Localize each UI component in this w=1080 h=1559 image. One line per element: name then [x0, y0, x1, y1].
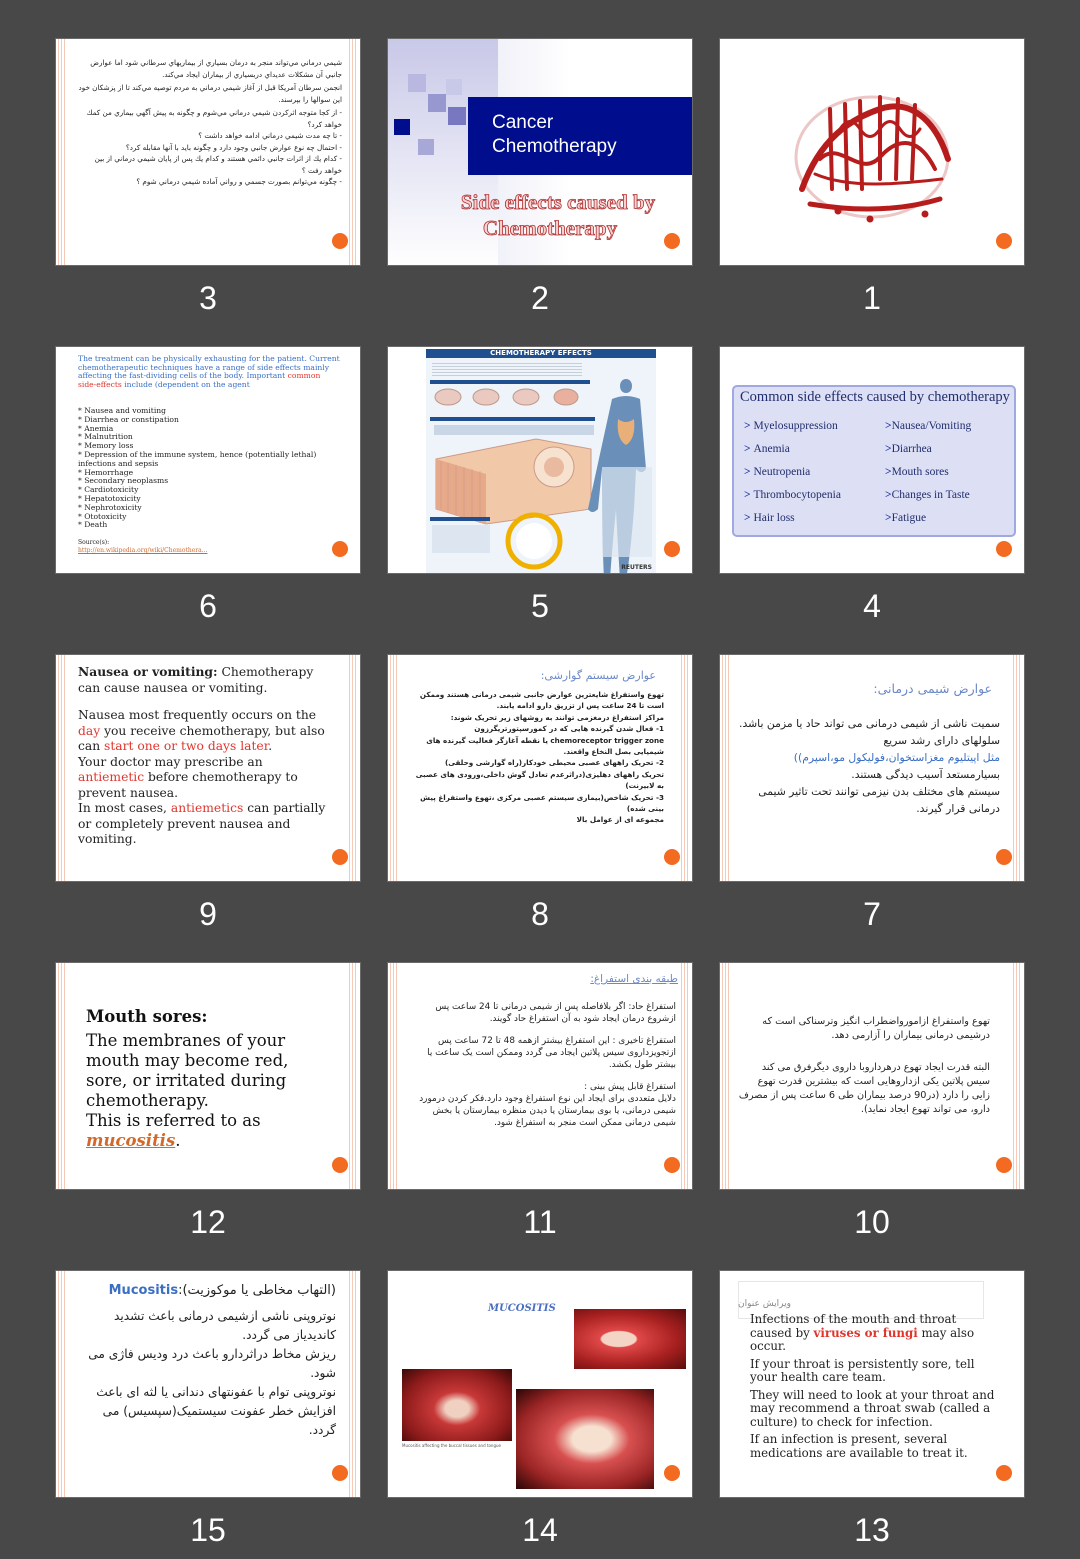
- decor-stripe: [349, 655, 358, 881]
- paragraph: Your doctor may prescribe an antiemetic before chemotherapy to prevent nausea.: [78, 754, 298, 800]
- list-item: * Hemorrhage: [78, 467, 134, 477]
- slide-13-body: [750, 1313, 1000, 1460]
- text-line: تحریک راههای دهلیزی(دراثرعدم تعادل گوش داخلی،ورودی های عصبی به لابیرنت): [415, 769, 664, 791]
- slide-title: Mouth sores:: [86, 1007, 208, 1026]
- slide-marker-dot: [332, 849, 348, 865]
- intro-highlight: common side-effects: [78, 371, 321, 389]
- list-item: * Death: [78, 520, 108, 530]
- slide-marker-dot: [664, 1465, 680, 1481]
- decor-stripe: [349, 39, 358, 265]
- slide-9-body: [78, 664, 332, 848]
- slide-title: MUCOSITIS: [488, 1303, 556, 1314]
- slide-number: 6: [199, 588, 217, 624]
- decor-stripe: [58, 963, 67, 1189]
- list-item: >Mouth sores: [885, 466, 949, 478]
- slide-11-body: [418, 1001, 676, 1129]
- slide-thumb-4[interactable]: [719, 346, 1025, 624]
- decor-square: [408, 74, 426, 92]
- source-link[interactable]: http://en.wikipedia.org/wiki/Chemothera...: [78, 547, 208, 554]
- text-line: سمیت ناشی از شیمی درمانی می تواند حاد یا مزمن باشد.: [739, 717, 1000, 730]
- text-line: 1- فعال شدن گیرنده هایی که در کمورسپتورتریگرزون: [474, 724, 664, 734]
- slide-7-body: [738, 715, 1000, 817]
- side-effect-list: [78, 407, 346, 530]
- decor-stripe: [58, 1271, 67, 1497]
- paragraph: They will need to look at your throat and may recommend a throat swab (called a culture) to check for infection.: [750, 1387, 995, 1429]
- text-line: chemoreceptor trigger zone یا نقطه آغازگر فعالیت گیرنده های شیمیایی بصل النخاع واقعند.: [426, 735, 664, 757]
- list-item: >Diarrhea: [885, 443, 932, 455]
- slide-title: طبقه بندی استفراغ:: [590, 973, 678, 985]
- slide-15-body: [84, 1307, 336, 1440]
- slide-number: 9: [199, 896, 217, 932]
- list-item: >Nausea/Vomiting: [885, 420, 972, 432]
- text-line: شيمي درماني مي‌تواند منجر به درمان بسياري از بيماريهاي سرطاني شود اما عوارض جانبي آن مشكلات عديداي دربسياري از بيماران ايجاد مي‌كند.: [90, 58, 342, 79]
- list-item: >Changes in Taste: [885, 489, 970, 501]
- slide-number: 8: [531, 896, 549, 932]
- list-item: * Cardiotoxicity: [78, 485, 139, 495]
- slide-thumb-15[interactable]: [55, 1270, 361, 1548]
- text-line: 2- تحریک راههای عصبی محیطی خودکار(راه گوارشی وحلقی): [444, 758, 664, 768]
- list-item: * Diarrhea or constipation: [78, 414, 179, 424]
- slide-number: 3: [199, 280, 217, 316]
- text-line: 3- تحریک شاخص(بیماری سیستم عصبی مرکزی ،تهوع واستفراغ پیش بینی شده): [420, 792, 664, 814]
- mucositis-photo: [402, 1369, 512, 1441]
- slide-6-intro: [78, 355, 340, 389]
- text-line: استفراغ حاد: اگر بلافاصله پس از شیمی درمانی تا 24 ساعت پس ازشروع درمان ایجاد شود به آن استفراغ حاد گویند.: [435, 1002, 676, 1024]
- text-line: البته قدرت ایجاد تهوع درهرداروبا داروی دیگرفرق می کند سیس پلاتین یکی ازداروهایی است که بیشترین قدرت تهوع زایی را دارد (در90 درصد بیماران طی 6 ساعت پس از مصرف دارو، می تواند تهوع ایجاد نماید).: [738, 1062, 990, 1115]
- slide-marker-dot: [332, 233, 348, 249]
- decor-stripe: [349, 1271, 358, 1497]
- title-placeholder: ويرايش عنوان: [738, 1299, 792, 1309]
- text-line: استفراغ قابل پیش بینی :: [584, 1082, 676, 1092]
- text-line: دلایل متعددی برای ایجاد این نوع استفراغ وجود دارد.فکر کردن درمورد شیمی درمانی، یا بوی بیمارستان یا دیدن منظره بیمارستان یا بخش شیمی درمانی ممکن است منجر به استفراغ شود.: [419, 1094, 676, 1128]
- slide-number: 1: [863, 280, 881, 316]
- decor-square: [446, 79, 462, 95]
- text-line: نوتروپنی توام با عفونتهای دندانی یا لثه ای باعث افزایش خطر عفونت سیستمیک(سپسیس) می گردد.: [96, 1385, 336, 1437]
- decor-square: [428, 94, 446, 112]
- decor-stripe: [681, 655, 690, 881]
- slide-thumb-9[interactable]: [55, 654, 361, 932]
- intro-text: The treatment can be physically exhausting for the patient. Current chemotherapeutic techniques have a range of side effects mainly affecting the fast-dividing cells of the body. Important: [78, 354, 340, 381]
- decor-stripe: [58, 39, 67, 265]
- decor-stripe: [681, 963, 690, 1189]
- text-line: انجمن سرطان آمريكا قبل از آغاز شيمي درماني به مردم توصيه مي‌كند تا از پزشكان خود اين سوالها را بپرسند.: [78, 83, 342, 104]
- list-item: > Neutropenia: [744, 466, 811, 478]
- list-item: > Anemia: [744, 443, 790, 455]
- mucositis-photo: [574, 1309, 686, 1369]
- text-line: سلولهای دارای رشد سریع: [883, 734, 1000, 747]
- slide-title: عوارض شیمی درمانی:: [873, 681, 992, 696]
- paragraph: In most cases, antiemetics can partially or completely prevent nausea and vomiting.: [78, 801, 326, 846]
- text-line: بسیارمستعد آسیب دیدگی هستند.: [851, 768, 1000, 781]
- text-line: نوتروپنی ناشی ازشیمی درمانی باعث تشدید کاندیدیاز می گردد.: [113, 1309, 336, 1342]
- text-line: مجموعه ای از عوامل بالا: [576, 815, 664, 825]
- slide-number: 10: [854, 1204, 890, 1240]
- subtitle-line: Side effects caused by: [460, 190, 656, 214]
- list-item: * Nephrotoxicity: [78, 502, 142, 512]
- effects-left-column: [744, 415, 841, 530]
- list-item: * Nausea and vomiting: [78, 406, 167, 415]
- slide-marker-dot: [664, 849, 680, 865]
- list-item: * Ototoxicity: [78, 511, 127, 521]
- intro-text: include (dependent on the agent: [121, 379, 250, 389]
- paragraph: Nausea most frequently occurs on the day you receive chemotherapy, but also can start one or two days later.: [78, 708, 325, 753]
- slide-12-body: [86, 1031, 330, 1151]
- slide-marker-dot: [332, 541, 348, 557]
- slide-title: Common side effects caused by chemotherapy: [740, 389, 1010, 405]
- slide-thumb-1[interactable]: [719, 38, 1025, 316]
- decor-stripe: [58, 655, 67, 881]
- list-item: >Fatigue: [885, 512, 927, 524]
- text-line: - تا چه مدت شيمي درماني ادامه خواهد داشت ؟: [198, 131, 342, 140]
- slide-marker-dot: [996, 541, 1012, 557]
- infographic: [426, 349, 656, 573]
- slide-subtitle: [408, 189, 682, 241]
- decor-square: [394, 119, 410, 135]
- calligraphy-emblem: [720, 39, 1025, 266]
- text-line: - چگونه مي‌توانم بصورت جسمي و رواني آماده شيمي درماني شوم ؟: [136, 177, 342, 186]
- text-line: تهوع واستفراغ شایعترین عوارض جانبی شیمی درمانی هستند وممکن است تا 24 ساعت پس از تزریق دارو ادامه یابند.: [419, 690, 664, 711]
- slide-marker-dot: [996, 849, 1012, 865]
- effects-right-column: [885, 415, 971, 530]
- list-item: * Hepatotoxicity: [78, 493, 141, 503]
- decor-stripe: [722, 655, 731, 881]
- list-item: * Depression of the immune system, hence (potentially lethal) infections and sepsis: [78, 449, 317, 468]
- list-item: > Hair loss: [744, 512, 795, 524]
- slide-number: 7: [863, 896, 881, 932]
- slide-marker-dot: [996, 233, 1012, 249]
- text-line: - احتمال چه نوع عوارض جانبي وجود دارد و چگونه بايد با آنها مقابله كرد؟: [125, 142, 342, 152]
- slide-thumb-8[interactable]: [387, 654, 693, 932]
- text-line: - كدام يك از اثرات جانبي دائمي هستند و كدام يك پس از پايان شيمي درماني از بين خواهد رفت ؟: [94, 154, 342, 175]
- paragraph: Infections of the mouth and throat caused by viruses or fungi may also occur.: [750, 1312, 975, 1353]
- paragraph: The membranes of your mouth may become red, sore, or irritated during chemotherapy.: [86, 1031, 289, 1110]
- slide-thumb-14[interactable]: [387, 1270, 693, 1548]
- slide-marker-dot: [664, 1157, 680, 1173]
- slide-10-body: [738, 1015, 990, 1117]
- text-line: استفراغ تاخیری : این استفراغ بیشتر ازهمه 48 تا 72 ساعت پس ازتجویزداروی سیس پلاتین ایجاد می گردد وممکن است یک ساعت یا بیشتر طول بکشد.: [427, 1036, 676, 1070]
- slide-number: 2: [531, 280, 549, 316]
- slide-marker-dot: [996, 1465, 1012, 1481]
- slide-thumb-12[interactable]: [55, 962, 361, 1240]
- slide-thumb-11[interactable]: [387, 962, 693, 1240]
- subtitle-line: Chemotherapy: [482, 216, 618, 240]
- paragraph: If your throat is persistently sore, tell your health care team.: [750, 1356, 975, 1384]
- text-line: مثل اپیتلیوم مغزاستخوان،فولیکول مو،اسپرم)): [793, 751, 1000, 764]
- slide-marker-dot: [664, 233, 680, 249]
- slide-marker-dot: [332, 1465, 348, 1481]
- slide-thumb-5[interactable]: [387, 346, 693, 624]
- slide-number: 13: [854, 1512, 890, 1548]
- slide-marker-dot: [664, 541, 680, 557]
- mucositis-term: mucositis: [86, 1131, 176, 1150]
- list-item: * Memory loss: [78, 441, 134, 451]
- slide-3-body: [76, 57, 342, 188]
- infographic-drawing: [426, 349, 656, 573]
- slide-thumb-7[interactable]: [719, 654, 1025, 932]
- slide-title: Cancer Chemotherapy: [492, 112, 617, 157]
- decor-stripe: [349, 963, 358, 1189]
- mucositis-photo: [516, 1389, 654, 1489]
- slide-thumb-2[interactable]: [387, 38, 693, 316]
- slide-thumb-10[interactable]: [719, 962, 1025, 1240]
- slide-number: 5: [531, 588, 549, 624]
- decor-stripe: [722, 963, 731, 1189]
- list-item: * Anemia: [78, 423, 114, 433]
- slide-number: 4: [863, 588, 881, 624]
- paragraph: This is referred to as mucositis.: [86, 1111, 261, 1150]
- slide-thumb-3[interactable]: [55, 38, 361, 316]
- slide-marker-dot: [996, 1157, 1012, 1173]
- paragraph: If an infection is present, several medications are available to treat it.: [750, 1432, 968, 1460]
- slide-number: 11: [523, 1204, 557, 1240]
- slide-thumb-6[interactable]: [55, 346, 361, 624]
- list-item: > Myelosuppression: [744, 420, 838, 432]
- slide-title: (التهاب مخاطی یا موکوزیت):Mucositis: [108, 1283, 336, 1298]
- list-item: > Thrombocytopenia: [744, 489, 841, 501]
- text-line: سیستم های مختلف بدن نیزمی توانند تحت تاثیر شیمی درمانی قرار گیرند.: [758, 785, 1000, 815]
- source-block: [78, 539, 207, 555]
- text-line: - از كجا متوجه اثركردن شيمي درماني مي‌شوم و چگونه به پيش آگهي بيماري من كمك خواهد كرد؟: [86, 108, 342, 129]
- decor-stripe: [390, 655, 399, 881]
- text-line: ریزش مخاط دراثردارو باعث درد ودیس فاژی می شود.: [88, 1347, 336, 1380]
- slide-marker-dot: [332, 1157, 348, 1173]
- decor-stripe: [1013, 655, 1022, 881]
- infographic-credit: REUTERS: [621, 564, 652, 571]
- decor-stripe: [390, 963, 399, 1189]
- source-label: Source(s):: [78, 539, 110, 546]
- paragraph: Nausea or vomiting: Chemotherapy can cause nausea or vomiting.: [78, 664, 314, 695]
- slide-number: 14: [522, 1512, 558, 1548]
- slide-number: 12: [190, 1204, 226, 1240]
- text-line: تهوع واستفراغ ازامورواضطراب انگیز وترسناکی است که درشیمی درمانی بیماران را آزارمی دهد.: [762, 1016, 990, 1041]
- slide-title: عوارض سیستم گوارشی:: [540, 669, 656, 682]
- slide-8-body: [410, 689, 664, 826]
- decor-square: [418, 139, 434, 155]
- infographic-header: CHEMOTHERAPY EFFECTS: [426, 349, 656, 358]
- decor-stripe: [1013, 963, 1022, 1189]
- slide-thumb-13[interactable]: [719, 1270, 1025, 1548]
- slide-number: 15: [190, 1512, 226, 1548]
- list-item: * Malnutrition: [78, 432, 133, 442]
- decor-square: [448, 107, 466, 125]
- list-item: * Secondary neoplasms: [78, 476, 169, 486]
- text-line: مراکز استفراغ درمغزمی توانند به روشهای زیر تحریک شوند:: [450, 712, 664, 722]
- photo-caption: Mucositis affecting the buccal tissues and tongue: [402, 1443, 501, 1448]
